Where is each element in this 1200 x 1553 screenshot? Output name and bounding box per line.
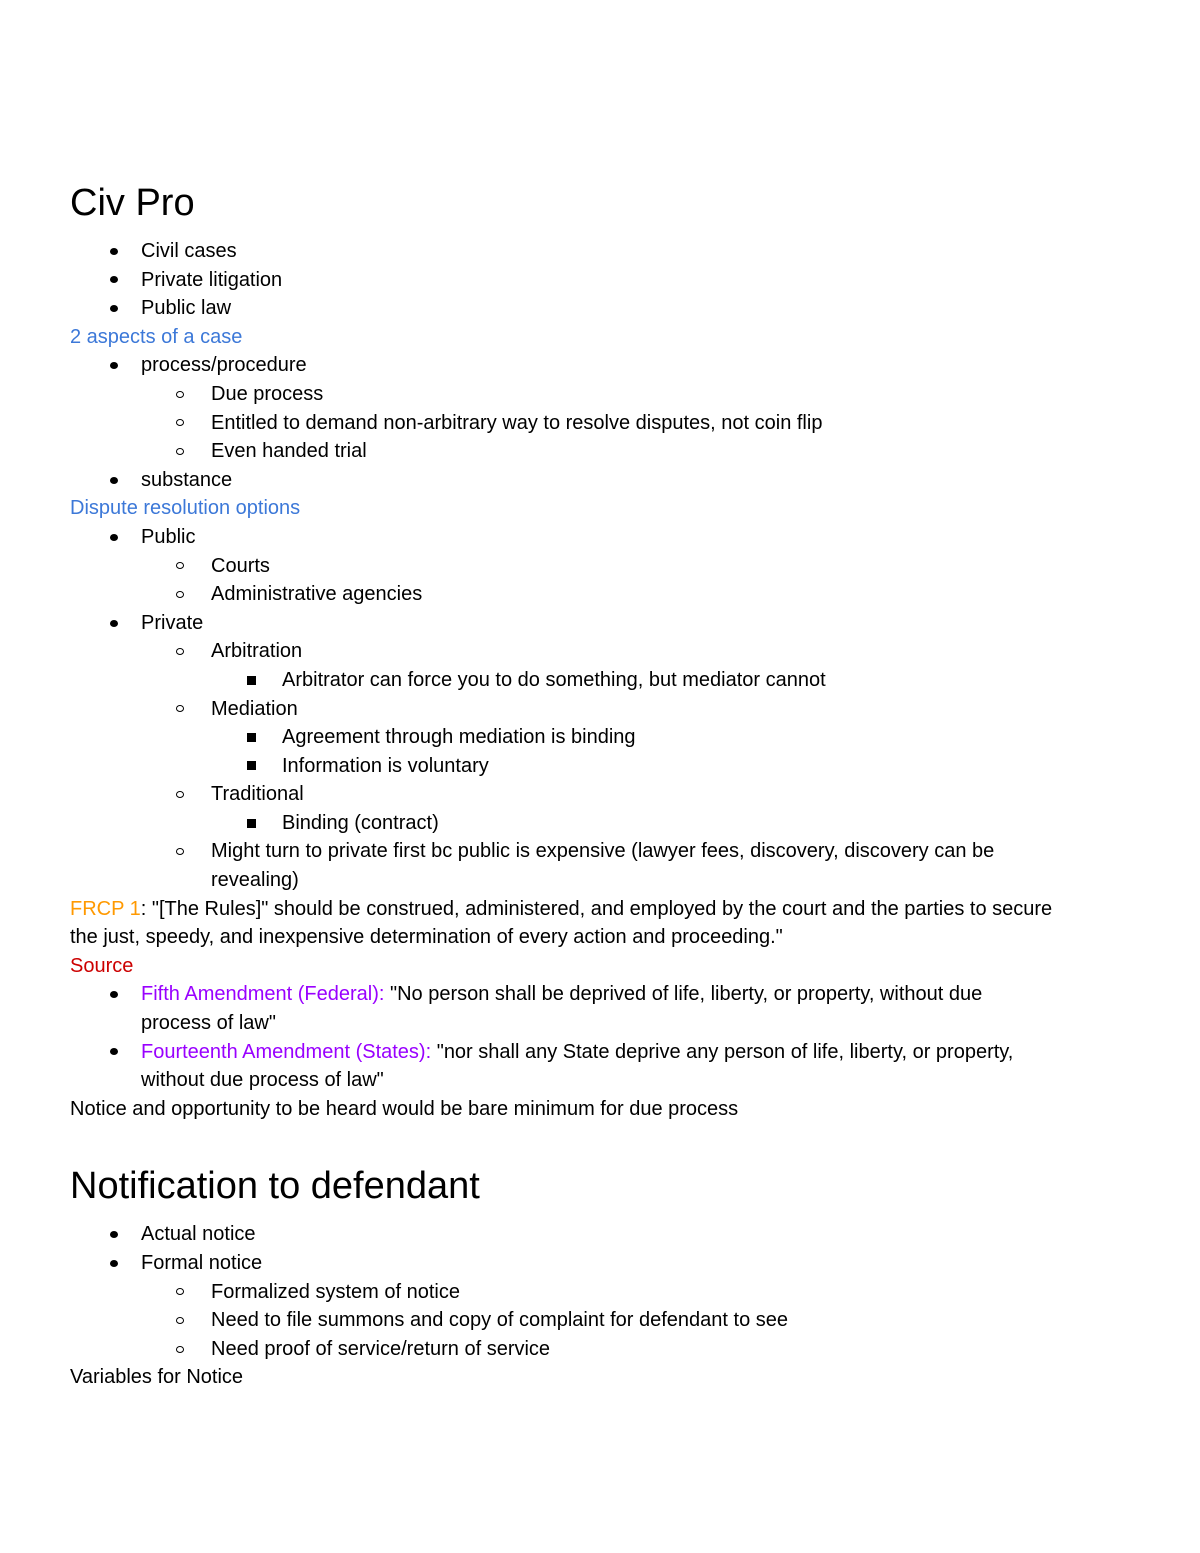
list-item: Information is voluntary: [70, 752, 1140, 781]
closing-note: Notice and opportunity to be heard would be bare minimum for due process: [70, 1097, 739, 1120]
hollow-bullet-icon: [176, 580, 184, 609]
list-item: Fourteenth Amendment (States): "nor shall any State deprive any person of life, liberty, or property,: [70, 1038, 1140, 1067]
list-item: Arbitrator can force you to do something, but mediator cannot: [70, 666, 1140, 695]
list-item: process/procedure: [70, 351, 1140, 380]
hollow-bullet-icon: [176, 409, 184, 438]
frcp-paragraph: FRCP 1: "[The Rules]" should be construed, administered, and employed by the court and the parties to secure: [70, 897, 1053, 920]
hollow-bullet-icon: [176, 1278, 184, 1307]
hollow-bullet-icon: [176, 780, 184, 809]
list-item: Need to file summons and copy of complaint for defendant to see: [70, 1306, 1140, 1335]
hollow-bullet-icon: [176, 637, 184, 666]
list-item: Binding (contract): [70, 809, 1140, 838]
subheading-source: Source: [70, 954, 134, 977]
hollow-bullet-icon: [176, 1335, 184, 1364]
hollow-bullet-icon: [176, 552, 184, 581]
list-item: Public law: [70, 294, 1140, 323]
list-item: Courts: [70, 552, 1140, 581]
list-item: Even handed trial: [70, 437, 1140, 466]
list-item: Mediation: [70, 695, 1140, 724]
filled-bullet-icon: [110, 266, 118, 295]
list-item: Administrative agencies: [70, 580, 1140, 609]
list-item-continuation: process of law": [141, 1012, 276, 1035]
subheading-dispute-resolution: Dispute resolution options: [70, 497, 301, 520]
filled-bullet-icon: [110, 1038, 118, 1067]
list-item: Due process: [70, 380, 1140, 409]
list-item: Formalized system of notice: [70, 1278, 1140, 1307]
fourteenth-amendment-label: Fourteenth Amendment (States):: [141, 1040, 432, 1063]
square-bullet-icon: [247, 666, 256, 695]
list-item: Need proof of service/return of service: [70, 1335, 1140, 1364]
list-item: Public: [70, 523, 1140, 552]
section-title-civ-pro: Civ Pro: [70, 182, 195, 224]
list-item: Actual notice: [70, 1220, 1140, 1249]
list-item: Arbitration: [70, 637, 1140, 666]
list-item: Private litigation: [70, 266, 1140, 295]
hollow-bullet-icon: [176, 380, 184, 409]
list-item: Entitled to demand non-arbitrary way to resolve disputes, not coin flip: [70, 409, 1140, 438]
square-bullet-icon: [247, 752, 256, 781]
filled-bullet-icon: [110, 609, 118, 638]
filled-bullet-icon: [110, 294, 118, 323]
filled-bullet-icon: [110, 237, 118, 266]
list-item: Traditional: [70, 780, 1140, 809]
filled-bullet-icon: [110, 523, 118, 552]
filled-bullet-icon: [110, 351, 118, 380]
frcp-paragraph-continuation: the just, speedy, and inexpensive determination of every action and proceeding.": [70, 926, 783, 949]
filled-bullet-icon: [110, 1220, 118, 1249]
list-item-continuation: without due process of law": [141, 1069, 384, 1092]
list-item-continuation: revealing): [211, 869, 299, 892]
variables-label: Variables for Notice: [70, 1366, 244, 1389]
fifth-amendment-label: Fifth Amendment (Federal):: [141, 983, 385, 1006]
list-item: Agreement through mediation is binding: [70, 723, 1140, 752]
filled-bullet-icon: [110, 980, 118, 1009]
list-item: Might turn to private first bc public is expensive (lawyer fees, discovery, discovery can be: [70, 837, 1140, 866]
hollow-bullet-icon: [176, 1306, 184, 1335]
list-item: Civil cases: [70, 237, 1140, 266]
list-item: Fifth Amendment (Federal): "No person shall be deprived of life, liberty, or property, without due: [70, 980, 1140, 1009]
list-item: Formal notice: [70, 1249, 1140, 1278]
document-page: [70, 178, 1140, 1392]
hollow-bullet-icon: [176, 437, 184, 466]
filled-bullet-icon: [110, 1249, 118, 1278]
frcp-label: FRCP 1: [70, 897, 141, 920]
subheading-aspects: 2 aspects of a case: [70, 325, 243, 348]
hollow-bullet-icon: [176, 837, 184, 866]
filled-bullet-icon: [110, 466, 118, 495]
section-title-notification: Notification to defendant: [70, 1165, 480, 1208]
square-bullet-icon: [247, 723, 256, 752]
list-item: substance: [70, 466, 1140, 495]
list-item: Private: [70, 609, 1140, 638]
square-bullet-icon: [247, 809, 256, 838]
hollow-bullet-icon: [176, 695, 184, 724]
